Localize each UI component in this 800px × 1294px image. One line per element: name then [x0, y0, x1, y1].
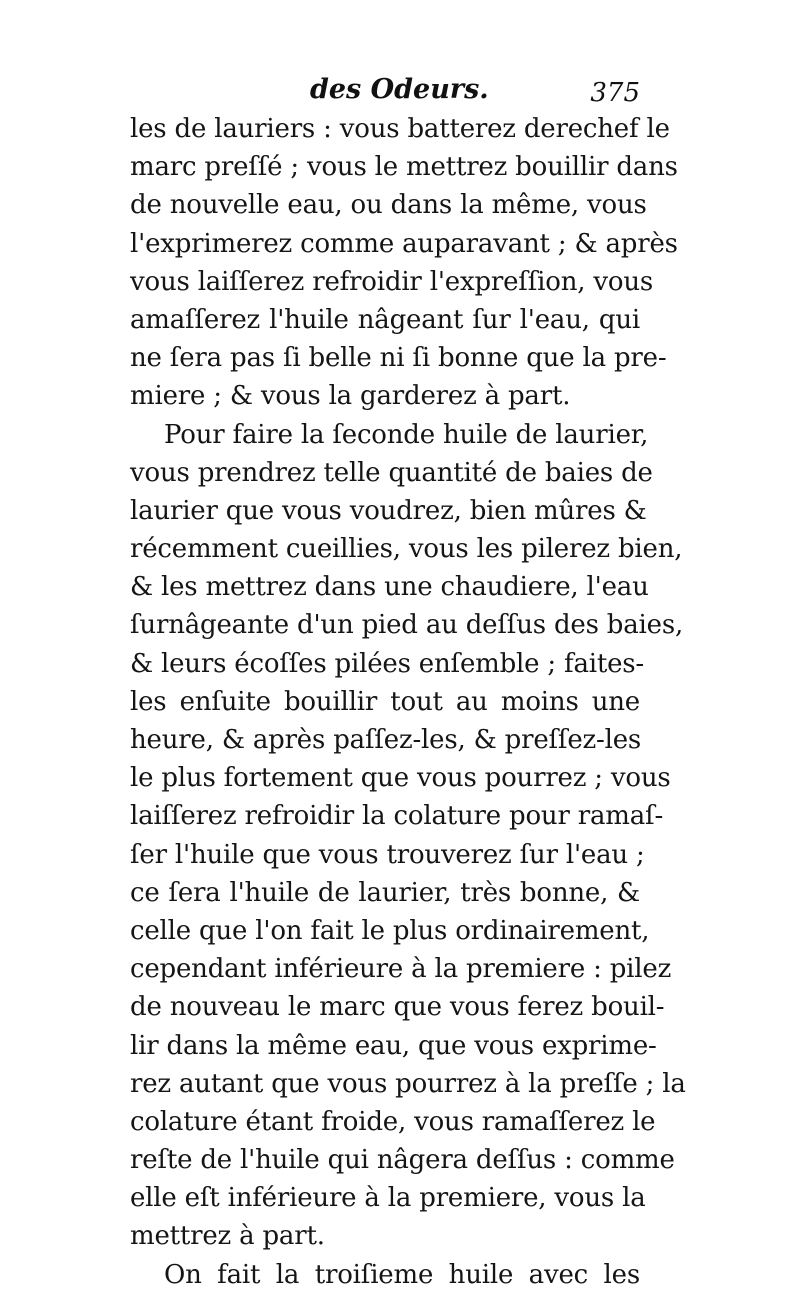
- text-line: l'exprimerez comme auparavant ; & après: [130, 228, 678, 259]
- text-line: marc preſſé ; vous le mettrez bouillir dans: [130, 152, 678, 183]
- text-line: cependant inférieure à la premiere : pilez: [130, 954, 672, 985]
- text-line: reſte de l'huile qui nâgera deſſus : comme: [130, 1145, 675, 1176]
- text-line: ſer l'huile que vous trouverez ſur l'eau ;: [130, 839, 645, 870]
- text-line: ce ſera l'huile de laurier, très bonne, &: [130, 877, 640, 908]
- text-line: ſurnâgeante d'un pied au deſſus des baies,: [130, 610, 684, 641]
- text-line: On fait la troiſieme huile avec les: [164, 1259, 640, 1290]
- text-line: laiſſerez refroidir la colature pour ramaſ-: [130, 801, 664, 832]
- text-line: les de lauriers : vous batterez derechef le: [130, 114, 670, 144]
- text-line: le plus fortement que vous pourrez ; vous: [130, 763, 671, 794]
- body-text: [130, 110, 686, 1294]
- text-line: de nouveau le marc que vous ferez bouil-: [130, 992, 665, 1023]
- text-line: amaſſerez l'huile nâgeant ſur l'eau, qui: [130, 304, 640, 335]
- page-header: [130, 74, 640, 114]
- running-title: des Odeurs.: [310, 74, 489, 105]
- text-line: laurier que vous voudrez, bien mûres &: [130, 495, 647, 526]
- text-line: celle que l'on fait le plus ordinairement,: [130, 915, 650, 946]
- text-line: elle eſt inférieure à la premiere, vous la: [130, 1183, 646, 1214]
- text-line: rez autant que vous pourrez à la preſſe ; la: [130, 1068, 686, 1099]
- text-line: ne ſera pas ſi belle ni ſi bonne que la pre-: [130, 343, 667, 374]
- page-number: 375: [590, 78, 640, 108]
- text-line: heure, & après paſſez-les, & preſſez-les: [130, 725, 642, 755]
- text-line: les enſuite bouillir tout au moins une: [130, 686, 640, 717]
- text-line: vous laiſſerez refroidir l'expreſſion, vous: [130, 266, 654, 297]
- text-line: mettrez à part.: [130, 1221, 325, 1252]
- text-line: Pour faire la ſeconde huile de laurier,: [164, 419, 649, 450]
- text-line: vous prendrez telle quantité de baies de: [130, 457, 653, 488]
- text-line: récemment cueillies, vous les pilerez bien,: [130, 534, 683, 565]
- text-line: colature étant froide, vous ramaſſerez le: [130, 1106, 656, 1137]
- text-line: miere ; & vous la garderez à part.: [130, 381, 571, 412]
- text-line: & leurs écoſſes pilées enſemble ; faites-: [130, 648, 645, 679]
- text-line: lir dans la même eau, que vous exprime-: [130, 1030, 657, 1061]
- text-line: de nouvelle eau, ou dans la même, vous: [130, 190, 647, 221]
- text-line: & les mettrez dans une chaudiere, l'eau: [130, 572, 649, 603]
